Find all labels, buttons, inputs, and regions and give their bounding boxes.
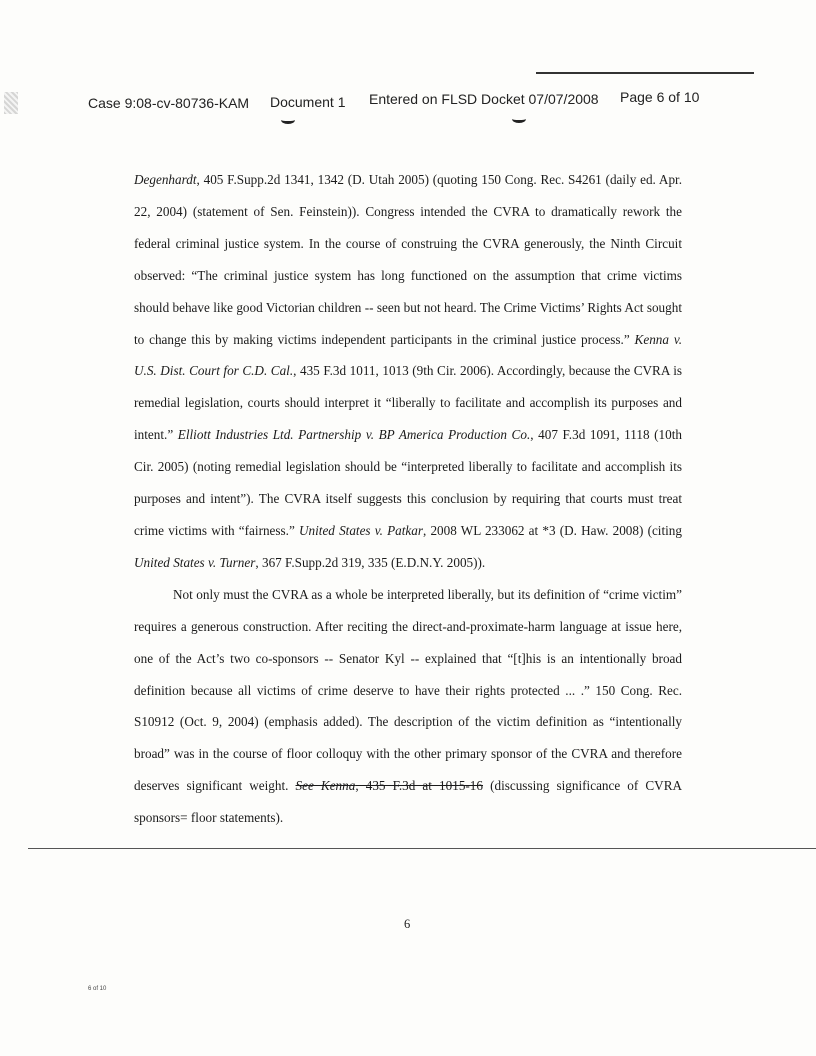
case-citation: Kenna v. U.S. Dist. Court for C.D. Cal. [134, 331, 682, 379]
stamp-mark [512, 115, 526, 123]
court-filing-header [88, 89, 728, 111]
margin-scan-mark [4, 92, 18, 114]
case-number: Case 9:08-cv-80736-KAM [88, 95, 250, 111]
page-indicator: Page 6 of 10 [620, 89, 700, 105]
header-rule [536, 72, 754, 74]
paragraph-1 [134, 164, 682, 579]
case-citation: See Kenna [295, 778, 356, 794]
case-citation: Degenhardt [134, 172, 197, 187]
text-run: , 407 F.3d 1091, 1118 (10th Cir. 2005) (noting remedial legislation should be “interpreted liberally to facilitate and accomplish its purposes and intent”). The CVRA itself suggests this conclusion by requiring that courts must treat crime victims with “fairness.” [134, 427, 683, 538]
paragraph-2 [134, 579, 682, 834]
docket-entry: Entered on FLSD Docket 07/07/2008 [369, 91, 599, 107]
case-citation: United States v. Patkar [299, 522, 423, 538]
text-run: , 2008 WL 233062 at *3 (D. Haw. 2008) (citing [422, 522, 682, 538]
text-run: , 435 F.3d at 1015-16 [355, 778, 483, 794]
text-run: , 405 F.Supp.2d 1341, 1342 (D. Utah 2005) (quoting 150 Cong. Rec. S4261 (daily ed. Apr. 22, 2004) (statement of Sen. Feinstein)). Congress intended the CVRA to dramatically rework the federal criminal justice system. In the course of construing the CVRA generously, the Ninth Circuit observed: “The criminal justice system has long functioned on the assumption that crime victims should behave like good Victorian children -- seen but not heard. The Crime Victims’ Rights Act sought to change this by making victims independent participants in the criminal justice process.” [134, 172, 682, 347]
text-run: , 435 F.3d 1011, 1013 (9th Cir. 2006). Accordingly, because the CVRA is remedial legislation, courts should interpret it “liberally to facilitate and accomplish its purposes and intent.” [134, 363, 682, 443]
document-body [134, 164, 682, 834]
document-number: Document 1 [270, 94, 346, 110]
footer-page-count: 6 of 10 [88, 986, 107, 992]
page-rule [28, 848, 816, 849]
case-citation: Elliott Industries Ltd. Partnership v. BP America Production Co. [177, 427, 531, 443]
text-run: (discussing significance of CVRA sponsors= floor statements). [134, 778, 683, 826]
case-citation: United States v. Turner [134, 554, 256, 570]
text-run: Not only must the CVRA as a whole be interpreted liberally, but its definition of “crime victim” requires a generous construction. After reciting the direct-and-proximate-harm language at issue here, one of the Act’s two co-sponsors -- Senator Kyl -- explained that “[t]his is an intentionally broad definition because all victims of crime deserve to have their rights protected ... .” 150 Cong. Rec. S10912 (Oct. 9, 2004) (emphasis added). The description of the victim definition as “intentionally broad” was in the course of floor colloquy with the other primary sponsor of the CVRA and therefore deserves significant weight. [134, 586, 682, 794]
text-run: , 367 F.Supp.2d 319, 335 (E.D.N.Y. 2005)). [255, 554, 486, 570]
page-number: 6 [404, 917, 411, 931]
stamp-mark [281, 116, 295, 124]
